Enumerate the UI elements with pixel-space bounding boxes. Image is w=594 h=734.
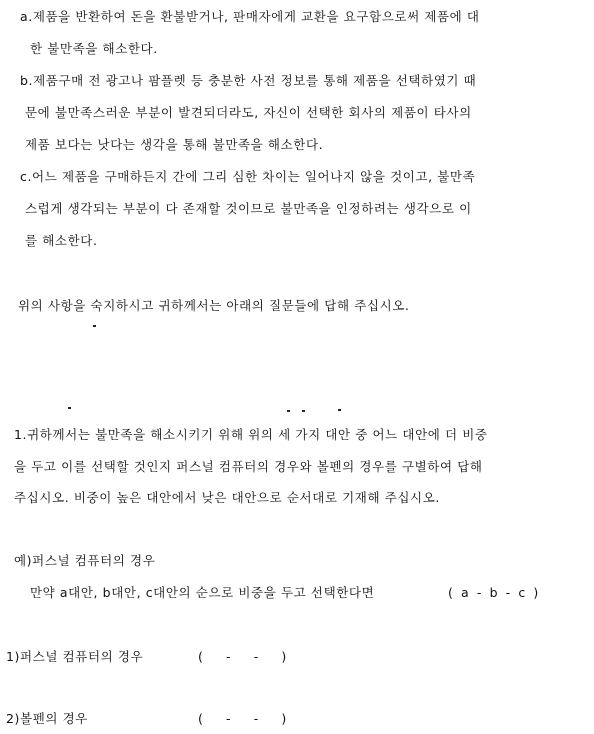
option-b-line-2: 문에 불만족스러운 부분이 발견되더라도, 자신이 선택한 회사의 제품이 타사의	[25, 105, 472, 120]
example-answer: ( a - b - c )	[448, 585, 539, 600]
question-line-2: 을 두고 이를 선택할 것인지 퍼스널 컴퓨터의 경우와 볼펜의 경우를 구별하여 답해	[14, 459, 483, 474]
answer-pc-blank[interactable]: ( - - )	[198, 649, 287, 664]
option-c-line-1: c.어느 제품을 구매하든지 간에 그리 심한 차이는 일어나지 않을 것이고, 불만족	[20, 169, 476, 184]
scan-speck	[302, 410, 305, 412]
answer-pc-label: 1)퍼스널 컴퓨터의 경우	[6, 649, 144, 664]
example-heading: 예)퍼스널 컴퓨터의 경우	[14, 553, 156, 568]
answer-pen-label: 2)볼펜의 경우	[6, 711, 88, 726]
scan-speck	[93, 325, 96, 327]
option-b-line-1: b.제품구매 전 광고나 팜플렛 등 충분한 사전 정보를 통해 제품을 선택하였기 때	[20, 73, 477, 88]
option-b-line-3: 제품 보다는 낫다는 생각을 통해 불만족을 해소한다.	[25, 137, 324, 152]
option-c-line-3: 를 해소한다.	[25, 233, 98, 248]
option-c-line-2: 스럽게 생각되는 부분이 다 존재할 것이므로 불만족을 인정하려는 생각으로 이	[25, 201, 472, 216]
instruction-text: 위의 사항을 숙지하시고 귀하께서는 아래의 질문들에 답해 주십시오.	[18, 298, 410, 313]
question-line-3: 주십시오. 비중이 높은 대안에서 낮은 대안으로 순서대로 기재해 주십시오.	[14, 490, 440, 505]
option-a-line-2: 한 불만족을 해소한다.	[30, 41, 158, 56]
scan-speck	[68, 407, 71, 409]
example-sentence: 만약 a대안, b대안, c대안의 순으로 비중을 두고 선택한다면	[30, 585, 375, 600]
question-line-1: 1.귀하께서는 불만족을 해소시키기 위해 위의 세 가지 대안 중 어느 대안에 더 비중	[14, 427, 488, 442]
answer-pen-blank[interactable]: ( - - )	[198, 711, 287, 726]
scan-speck	[287, 410, 290, 412]
scan-speck	[338, 409, 341, 411]
option-a-line-1: a.제품을 반환하여 돈을 환불받거나, 판매자에게 교환을 요구함으로써 제품에 대	[20, 9, 480, 24]
